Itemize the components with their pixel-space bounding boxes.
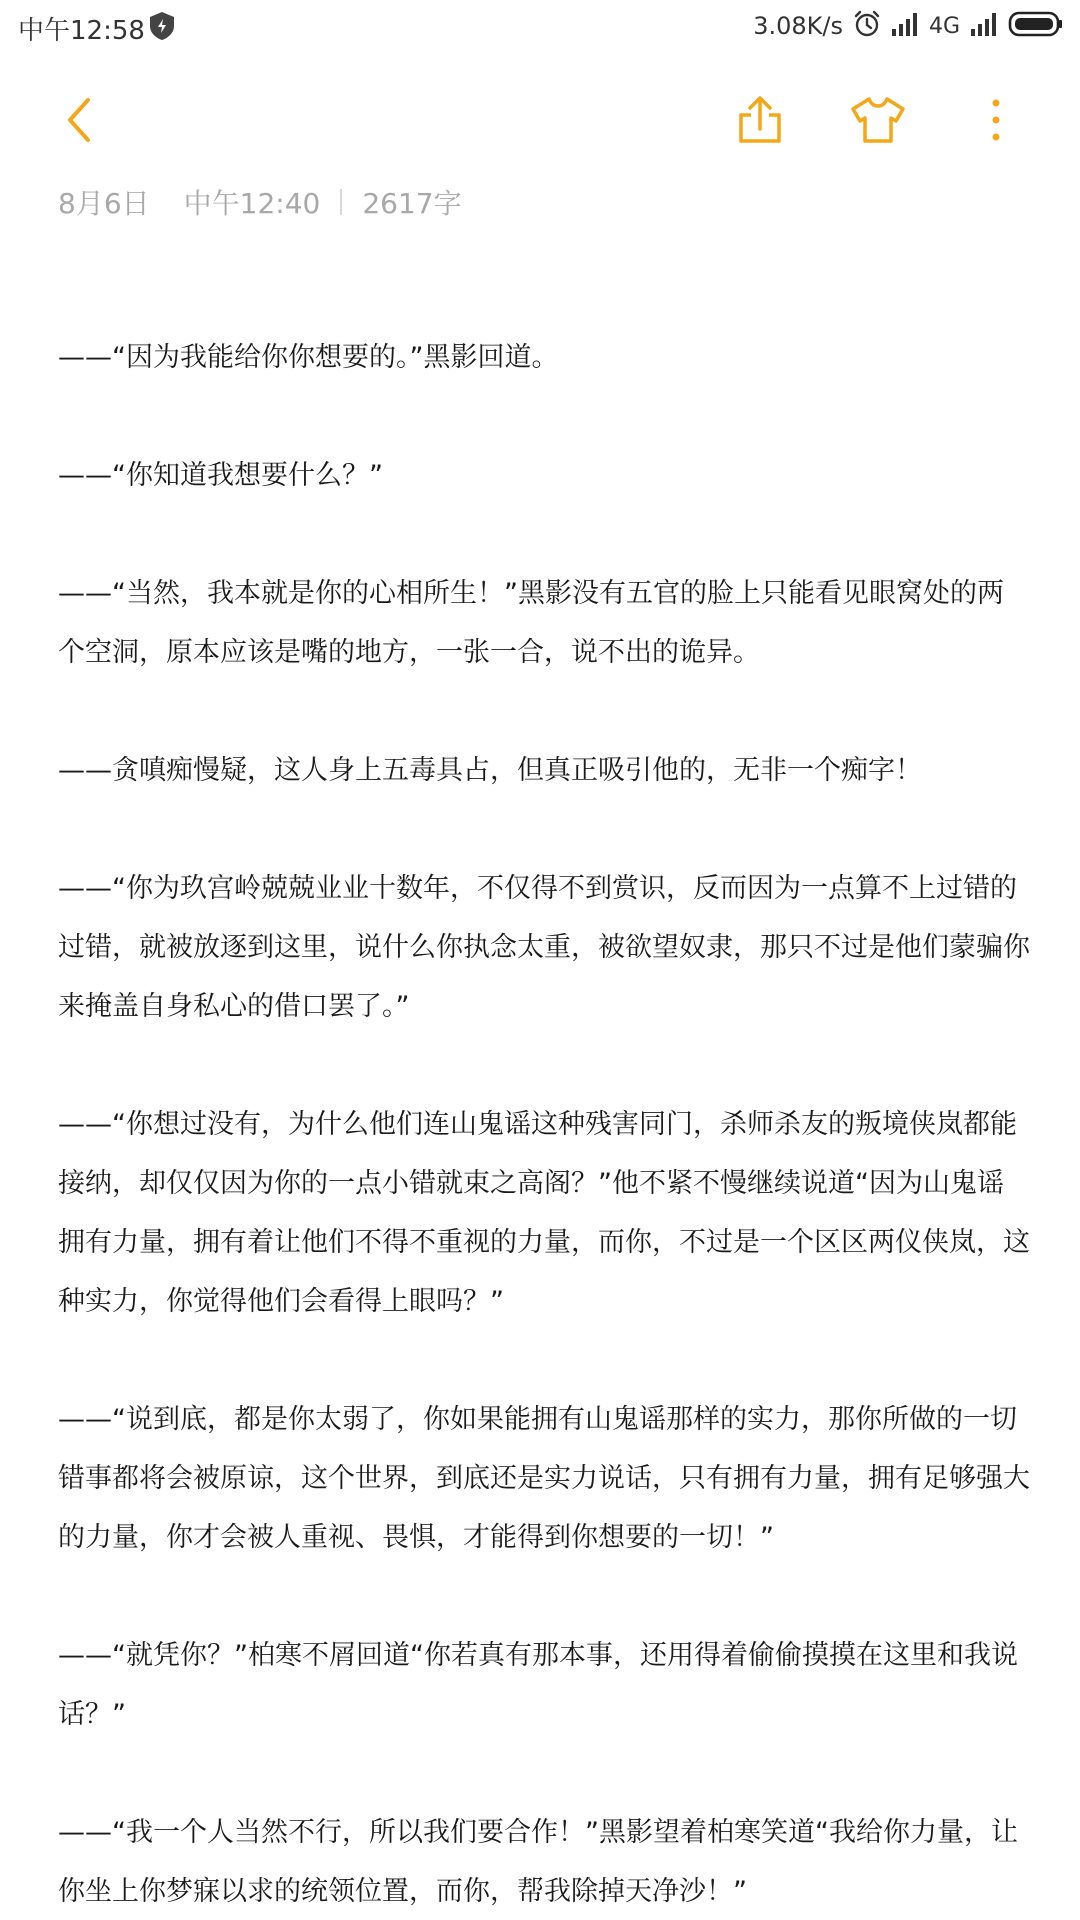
- more-button[interactable]: [966, 90, 1026, 150]
- theme-button[interactable]: [848, 90, 908, 150]
- more-icon: [986, 96, 1006, 144]
- network-type-label: 4G: [928, 13, 960, 39]
- signal-icon: [970, 11, 998, 41]
- status-bar: [0, 0, 1080, 52]
- note-body[interactable]: [58, 328, 1030, 1920]
- paragraph: ——“你想过没有，为什么他们连山鬼谣这种残害同门，杀师杀友的叛境侠岚都能接纳，却仅仅因为你的一点小错就束之高阁？”他不紧不慢继续说道“因为山鬼谣拥有力量，拥有着让他们不得不重视的力量，而你，不过是一个区区两仪侠岚，这种实力，你觉得他们会看得上眼吗？”: [58, 1109, 1030, 1317]
- paragraph: ——“你知道我想要什么？”: [58, 460, 383, 491]
- note-time: 中午12:40: [183, 187, 321, 220]
- toolbar: [0, 80, 1080, 160]
- meta-divider: [340, 189, 342, 215]
- paragraph: ——贪嗔痴慢疑，这人身上五毒具占，但真正吸引他的，无非一个痴字！: [58, 755, 922, 786]
- paragraph: ——“我一个人当然不行，所以我们要合作！”黑影望着柏寒笑道“我给你力量，让你坐上你梦寐以求的统领位置，而你，帮我除掉天净沙！”: [58, 1817, 1018, 1907]
- status-right: [753, 8, 1064, 44]
- network-type: [929, 14, 960, 39]
- back-icon: [60, 96, 100, 144]
- shield-icon: [148, 11, 176, 41]
- note-meta: [58, 182, 462, 222]
- paragraph: ——“说到底，都是你太弱了，你如果能拥有山鬼谣那样的实力，那你所做的一切错事都将会被原谅，这个世界，到底还是实力说话，只有拥有力量，拥有足够强大的力量，你才会被人重视、畏惧，才能得到你想要的一切！”: [58, 1404, 1030, 1553]
- paragraph: ——“因为我能给你你想要的。”黑影回道。: [58, 342, 559, 373]
- paragraph: ——“你为玖宫岭兢兢业业十数年，不仅得不到赏识，反而因为一点算不上过错的过错，就被放逐到这里，说什么你执念太重，被欲望奴隶，那只不过是他们蒙骗你来掩盖自身私心的借口罢了。”: [58, 873, 1030, 1022]
- note-date: 8月6日: [58, 187, 150, 220]
- status-time: 中午12:58: [18, 16, 145, 46]
- back-button[interactable]: [50, 90, 110, 150]
- paragraph: ——“当然，我本就是你的心相所生！”黑影没有五官的脸上只能看见眼窝处的两个空洞，原本应该是嘴的地方，一张一合，说不出的诡异。: [58, 578, 1004, 668]
- share-button[interactable]: [730, 90, 790, 150]
- alarm-icon: [853, 10, 881, 42]
- signal-icon: [891, 11, 919, 41]
- share-icon: [735, 95, 785, 145]
- paragraph: ——“就凭你？”柏寒不屑回道“你若真有那本事，还用得着偷偷摸摸在这里和我说话？”: [58, 1640, 1018, 1730]
- word-count: 2617字: [362, 187, 462, 220]
- theme-icon: [849, 95, 907, 145]
- net-speed: 3.08K/s: [753, 12, 843, 40]
- battery-icon: [1008, 10, 1064, 42]
